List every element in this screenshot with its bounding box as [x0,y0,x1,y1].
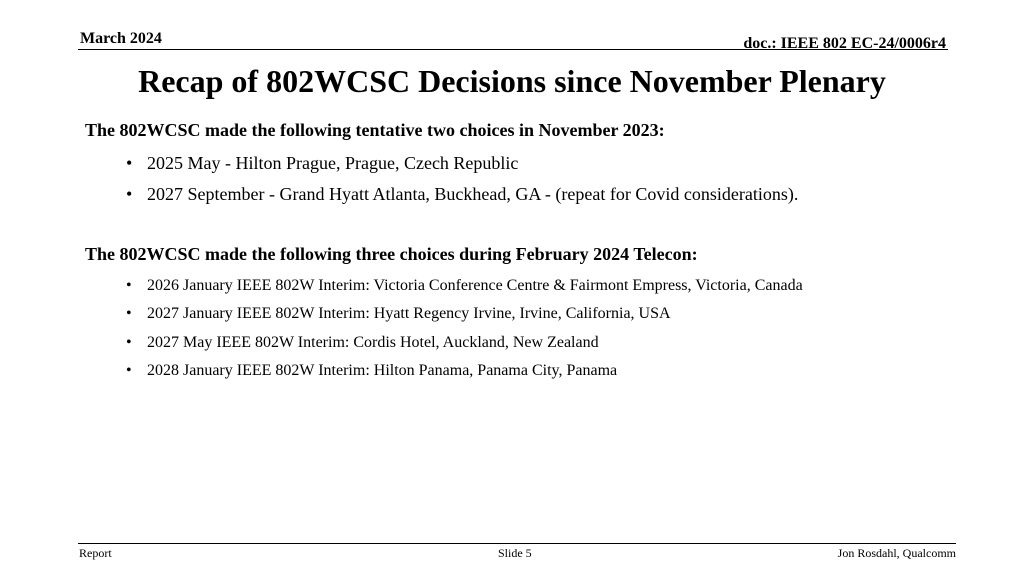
bullet-icon: • [126,333,132,351]
list-item [126,272,803,300]
footer-slide-number: Slide 5 [498,546,532,560]
bullet-list-november [126,148,798,210]
list-item-text: 2028 January IEEE 802W Interim: Hilton Panama, Panama City, Panama [147,361,618,379]
bullet-icon: • [126,361,132,379]
list-item-text: 2025 May - Hilton Prague, Prague, Czech Republic [147,153,519,173]
bullet-icon: • [126,305,132,323]
footer-author: Jon Rosdahl, Qualcomm [837,546,956,560]
header-date: March 2024 [80,30,162,47]
bullet-icon: • [126,277,132,294]
section-heading-november: The 802WCSC made the following tentative two choices in November 2023: [85,120,665,140]
list-item [126,300,803,328]
bullet-icon: • [126,153,133,173]
bullet-icon: • [126,184,133,204]
list-item [126,357,803,385]
list-item [126,179,798,210]
bullet-list-february [126,272,803,385]
slide-title: Recap of 802WCSC Decisions since November Plenary [138,63,886,99]
list-item [126,148,798,179]
list-item-text: 2027 January IEEE 802W Interim: Hyatt Regency Irvine, Irvine, California, USA [147,305,671,323]
footer-divider [78,543,956,544]
list-item-text: 2027 September - Grand Hyatt Atlanta, Buckhead, GA - (repeat for Covid considerations). [147,184,799,204]
header-doc-id: doc.: IEEE 802 EC-24/0006r4 [743,35,946,52]
list-item-text: 2026 January IEEE 802W Interim: Victoria Conference Centre & Fairmont Empress, Victoria, Canada [147,277,803,294]
list-item-text: 2027 May IEEE 802W Interim: Cordis Hotel, Auckland, New Zealand [147,333,599,351]
footer-report-label: Report [79,546,112,560]
section-heading-february: The 802WCSC made the following three choices during February 2024 Telecon: [85,244,698,264]
header-divider [78,49,948,50]
list-item [126,329,803,357]
